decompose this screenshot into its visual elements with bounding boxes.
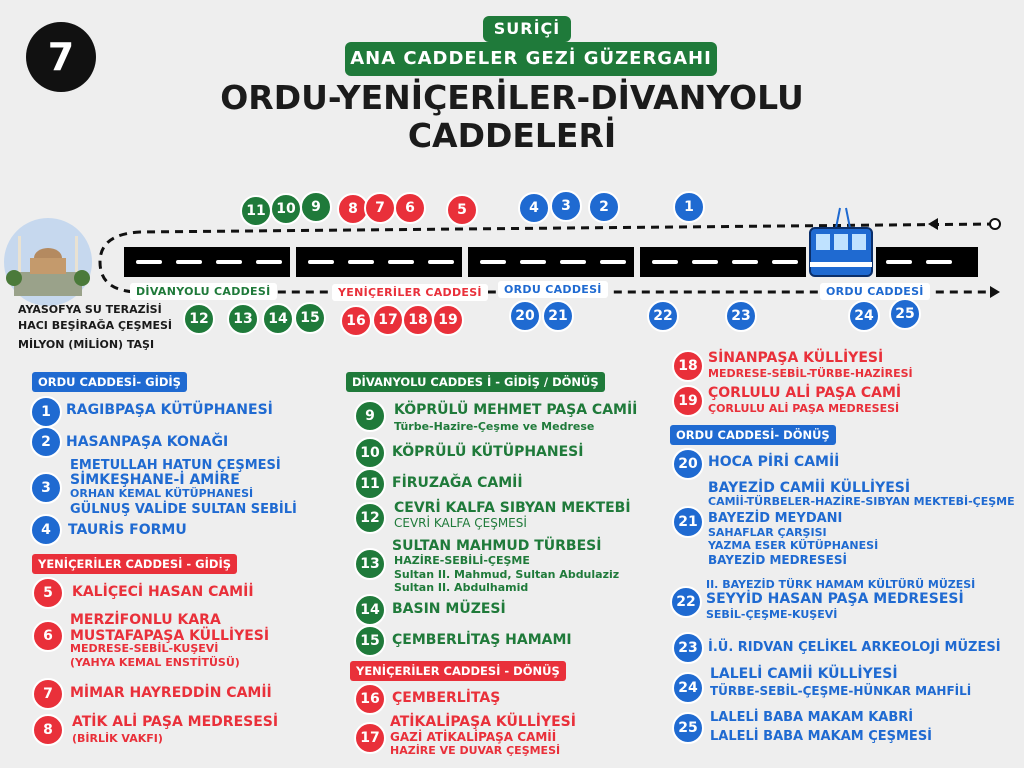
- map-marker-20: 20: [509, 300, 541, 332]
- map-marker-4: 4: [518, 192, 550, 224]
- section-yeniceriler-gidis: YENİÇERİLER CADDESİ - GİDİŞ: [32, 554, 237, 574]
- street-label-divanyolu: DİVANYOLU CADDESİ: [130, 283, 277, 300]
- road-segment-3: [468, 247, 634, 277]
- map-marker-6: 6: [394, 192, 426, 224]
- map-marker-3: 3: [550, 190, 582, 222]
- map-marker-17: 17: [372, 304, 404, 336]
- map-marker-22: 22: [647, 300, 679, 332]
- route-number-badge: 7: [26, 22, 96, 92]
- map-marker-2: 2: [588, 191, 620, 223]
- road-segment-4: [640, 247, 806, 277]
- street-label-ordu-1: ORDU CADDESİ: [498, 281, 608, 298]
- page-title-line2: CADDELERİ: [407, 116, 617, 155]
- tram-icon: [810, 208, 872, 276]
- road-segment-1: [124, 247, 290, 277]
- map-marker-18: 18: [402, 304, 434, 336]
- map-marker-10: 10: [270, 193, 302, 225]
- route-start-dot: [990, 219, 1000, 229]
- map-marker-25: 25: [889, 298, 921, 330]
- section-divanyolu: DİVANYOLU CADDES İ - GİDİŞ / DÖNÜŞ: [346, 372, 605, 392]
- section-yeniceriler-donus: YENİÇERİLER CADDESİ - DÖNÜŞ: [350, 661, 566, 681]
- street-label-ordu-2: ORDU CADDESİ: [820, 283, 930, 300]
- road-segment-2: [296, 247, 462, 277]
- map-marker-7: 7: [364, 192, 396, 224]
- section-ordu-gidis: ORDU CADDESİ- GİDİŞ: [32, 372, 187, 392]
- road-segment-5: [876, 247, 978, 277]
- hagia-sophia-icon: [4, 218, 92, 306]
- map-marker-1: 1: [673, 191, 705, 223]
- map-marker-13: 13: [227, 303, 259, 335]
- street-label-yeniceriler: YENİÇERİLER CADDESİ: [332, 284, 488, 301]
- map-marker-14: 14: [262, 303, 294, 335]
- arrow-right-icon: [990, 286, 1000, 298]
- page-title: ORDU-YENİÇERİLER-DİVANYOLU: [220, 78, 804, 117]
- route-type-label: ANA CADDELER GEZİ GÜZERGAHI: [345, 42, 717, 76]
- start-landmarks: AYASOFYA SU TERAZİSİ HACI BEŞİRAĞA ÇEŞMESİ MİLYON (MİLİON) TAŞI: [18, 303, 172, 351]
- map-marker-9: 9: [300, 191, 332, 223]
- map-marker-19: 19: [432, 304, 464, 336]
- map-marker-21: 21: [542, 300, 574, 332]
- map-marker-5: 5: [446, 194, 478, 226]
- map-marker-24: 24: [848, 300, 880, 332]
- region-label: SURİÇİ: [483, 16, 571, 42]
- arrow-left-icon: [928, 218, 938, 230]
- section-ordu-donus: ORDU CADDESİ- DÖNÜŞ: [670, 425, 836, 445]
- map-marker-16: 16: [340, 305, 372, 337]
- map-marker-8: 8: [337, 193, 369, 225]
- map-marker-23: 23: [725, 300, 757, 332]
- map-marker-11: 11: [240, 195, 272, 227]
- map-marker-12: 12: [183, 303, 215, 335]
- map-marker-15: 15: [294, 302, 326, 334]
